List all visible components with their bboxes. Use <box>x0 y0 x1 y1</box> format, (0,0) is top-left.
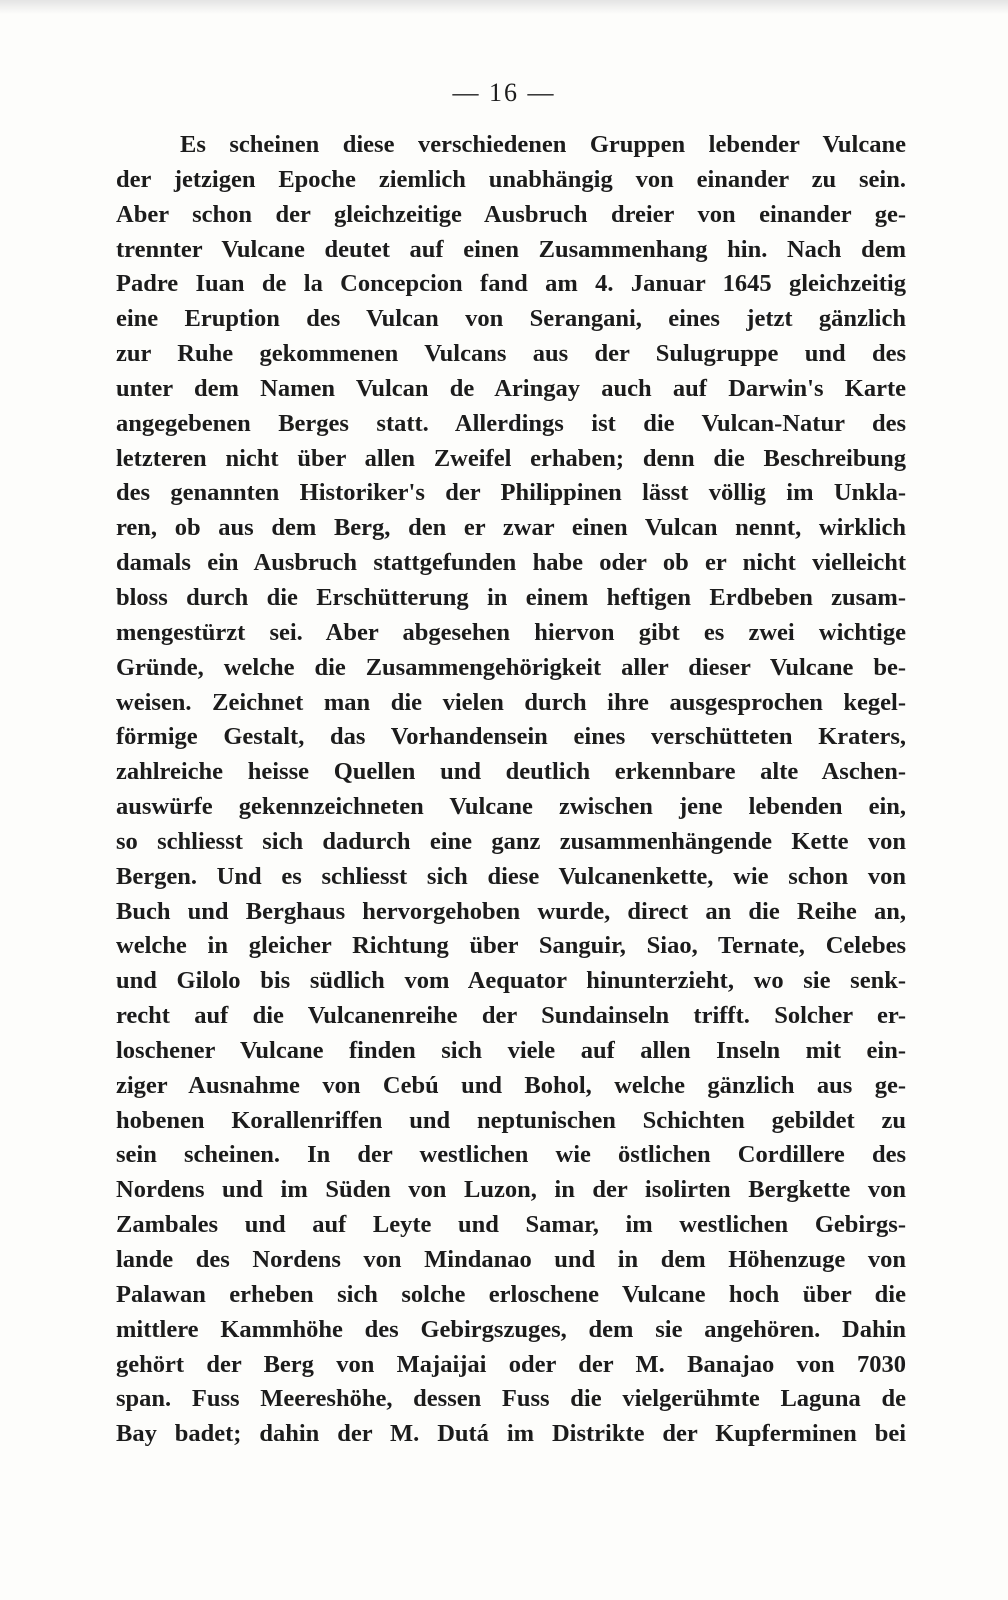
text-line: letzteren nicht über allen Zweifel erhaben; denn die Beschreibung <box>116 444 906 472</box>
text-line: mittlere Kammhöhe des Gebirgszuges, dem sie angehören. Dahin <box>116 1315 906 1343</box>
text-line: Buch und Berghaus hervorgehoben wurde, direct an die Reihe an, <box>116 897 906 925</box>
text-line: zur Ruhe gekommenen Vulcans aus der Sulugruppe und des <box>116 340 906 368</box>
text-line: Es scheinen diese verschiedenen Gruppen lebender Vulcane <box>180 131 906 158</box>
text-line: förmige Gestalt, das Vorhandensein eines verschütteten Kraters, <box>116 723 906 751</box>
text-line: sein scheinen. In der westlichen wie östlichen Cordillere des <box>116 1141 906 1169</box>
text-line: unter dem Namen Vulcan de Aringay auch auf Darwin's Karte <box>116 374 906 402</box>
text-line: Gründe, welche die Zusammengehörigkeit aller dieser Vulcane be- <box>116 653 906 681</box>
text-line: span. Fuss Meereshöhe, dessen Fuss die vielgerühmte Laguna de <box>116 1385 906 1413</box>
text-line: recht auf die Vulcanenreihe der Sundainseln trifft. Solcher er- <box>116 1002 906 1030</box>
text-line: lande des Nordens von Mindanao und in dem Höhenzuge von <box>116 1246 906 1273</box>
text-line: ren, ob aus dem Berg, den er zwar einen Vulcan nennt, wirklich <box>116 514 906 542</box>
text-line: so schliesst sich dadurch eine ganz zusammenhängende Kette von <box>116 827 906 855</box>
text-line: zahlreiche heisse Quellen und deutlich erkennbare alte Aschen- <box>116 758 906 786</box>
text-line: damals ein Ausbruch stattgefunden habe oder ob er nicht vielleicht <box>116 549 906 577</box>
text-line: ziger Ausnahme von Cebú und Bohol, welche gänzlich aus ge- <box>116 1071 906 1099</box>
text-line: weisen. Zeichnet man die vielen durch ihre ausgesprochen kegel- <box>116 688 906 716</box>
text-line: loschener Vulcane finden sich viele auf allen Inseln mit ein- <box>116 1036 906 1064</box>
text-line: Aber schon der gleichzeitige Ausbruch dreier von einander ge- <box>116 200 906 228</box>
text-line: des genannten Historiker's der Philippinen lässt völlig im Unkla- <box>116 479 906 507</box>
text-line: und Gilolo bis südlich vom Aequator hinunterzieht, wo sie senk- <box>116 967 906 995</box>
text-line: Bergen. Und es schliesst sich diese Vulcanenkette, wie schon von <box>116 862 906 890</box>
scan-edge-shadow <box>0 0 1008 14</box>
text-line: gehört der Berg von Majaijai oder der M. Banajao von 7030 <box>116 1350 906 1378</box>
text-line: trennter Vulcane deutet auf einen Zusammenhang hin. Nach dem <box>116 235 906 263</box>
page-number: — 16 — <box>452 78 556 107</box>
text-line: hobenen Korallenriffen und neptunischen Schichten gebildet zu <box>116 1106 906 1134</box>
text-line: auswürfe gekennzeichneten Vulcane zwischen jene lebenden ein, <box>116 793 906 821</box>
text-line: mengestürzt sei. Aber abgesehen hiervon gibt es zwei wichtige <box>116 618 906 646</box>
text-line: Padre Iuan de la Concepcion fand am 4. Januar 1645 gleichzeitig <box>116 270 906 298</box>
text-line: bloss durch die Erschütterung in einem heftigen Erdbeben zusam- <box>116 583 906 611</box>
body-text <box>116 128 906 1452</box>
text-line: eine Eruption des Vulcan von Serangani, eines jetzt gänzlich <box>116 305 906 333</box>
text-line: Zambales und auf Leyte und Samar, im westlichen Gebirgs- <box>116 1211 906 1239</box>
text-line: welche in gleicher Richtung über Sanguir, Siao, Ternate, Celebes <box>116 932 906 960</box>
text-line: Nordens und im Süden von Luzon, in der isolirten Bergkette von <box>116 1176 906 1204</box>
text-line: angegebenen Berges statt. Allerdings ist die Vulcan-Natur des <box>116 409 906 437</box>
text-line: der jetzigen Epoche ziemlich unabhängig von einander zu sein. <box>116 165 906 193</box>
text-line: Bay badet; dahin der M. Dutá im Distrikte der Kupferminen bei <box>116 1420 906 1448</box>
text-line: Palawan erheben sich solche erloschene Vulcane hoch über die <box>116 1280 906 1308</box>
